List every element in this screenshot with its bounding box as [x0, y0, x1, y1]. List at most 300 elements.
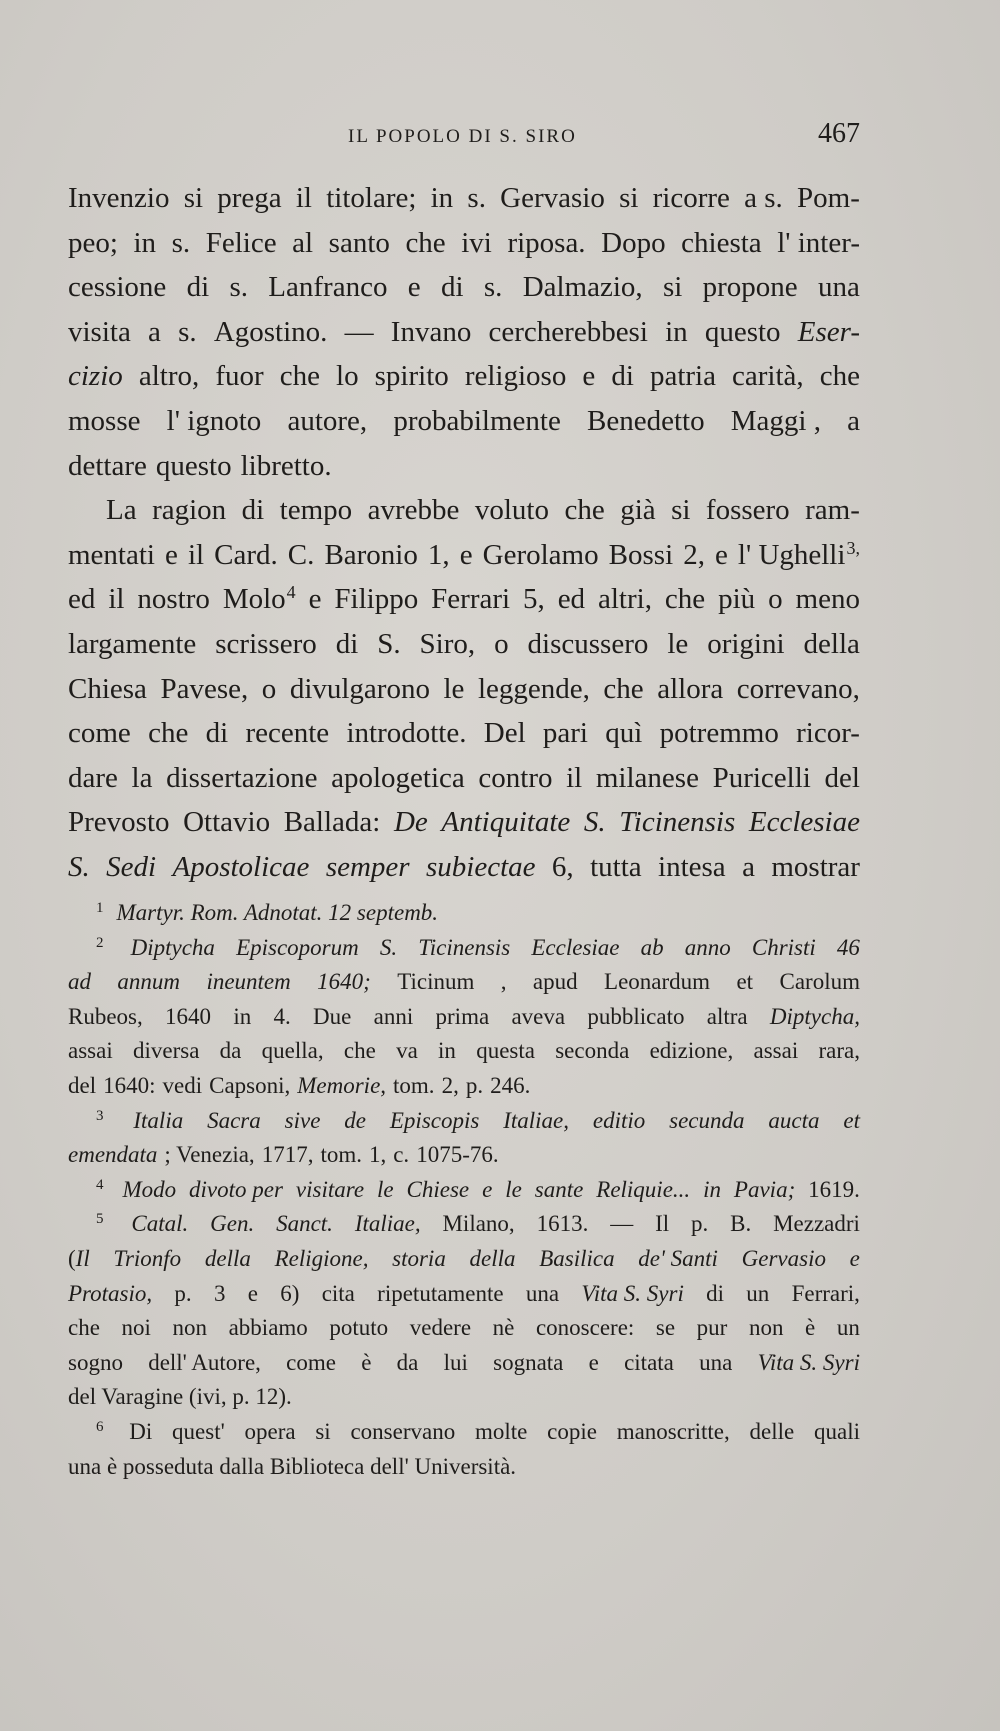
italic-word: 46 — [836, 934, 860, 960]
word: origini — [707, 627, 785, 660]
footnote-line — [68, 1000, 860, 1035]
text: una è posseduta dalla Biblioteca dell' Università. — [68, 1453, 517, 1479]
italic-word: Martyr. Rom. Adnotat. 12 septemb. — [116, 900, 439, 925]
footnote-line — [68, 1450, 860, 1485]
italic-word: Italiae, — [503, 1107, 569, 1133]
word: pubblicato — [587, 1003, 685, 1029]
footnote-line — [68, 1380, 860, 1415]
word: a — [847, 404, 860, 437]
footnote-line — [68, 1138, 860, 1173]
word: potuto — [329, 1315, 389, 1341]
footnote-2 — [68, 931, 860, 966]
word: in — [233, 1003, 252, 1029]
word: correvano, — [736, 672, 860, 705]
word: chiesta — [681, 226, 762, 259]
word: Il — [655, 1211, 670, 1237]
word-group — [68, 1242, 90, 1277]
footnote-1 — [68, 896, 860, 931]
word: di — [440, 271, 464, 304]
word: 2, — [441, 1072, 459, 1098]
footnote-5 — [68, 1207, 860, 1242]
word: carità, — [732, 360, 804, 393]
word: divulgarono — [289, 672, 430, 705]
italic-word: Sacra — [207, 1107, 261, 1133]
word: Ballada: — [283, 806, 381, 839]
word: s. — [178, 315, 197, 348]
word: una — [525, 1280, 560, 1306]
word: apud — [532, 969, 578, 995]
word: che — [68, 1315, 100, 1341]
word: da — [219, 1038, 242, 1064]
word: mostrar — [771, 850, 860, 883]
word: il — [108, 583, 125, 616]
italic-word: Gervasio — [741, 1245, 826, 1271]
italic-word: De — [393, 806, 428, 839]
word: e — [308, 583, 322, 616]
word: le — [667, 627, 689, 660]
italic-word: Diptycha — [130, 934, 215, 960]
footnote-line — [68, 1242, 860, 1277]
italic-word: 1640; — [317, 969, 371, 995]
word: di — [205, 717, 229, 750]
footnote-line — [68, 1277, 860, 1312]
word: a — [148, 315, 161, 348]
word: Lanfranco — [268, 271, 388, 304]
word: Invenzio — [68, 182, 170, 214]
word: diversa — [132, 1038, 200, 1064]
word: probabilmente — [393, 404, 561, 437]
word: è — [805, 1315, 816, 1341]
footnote-6 — [68, 1415, 860, 1450]
text: del Varagine (ivi, p. 12). — [68, 1384, 292, 1410]
word: 4. — [273, 1003, 291, 1029]
word: quì — [605, 717, 643, 750]
italic-word: Religione, — [274, 1245, 369, 1271]
word: ripetutamente — [377, 1280, 504, 1306]
word: Prevosto — [68, 806, 170, 839]
word: prima — [435, 1003, 490, 1029]
word: un — [836, 1315, 860, 1341]
word: Milano, — [442, 1211, 515, 1237]
word: dare — [68, 761, 118, 794]
word: 246. — [490, 1072, 531, 1098]
word: 1, — [427, 538, 450, 571]
word: 6, — [551, 850, 574, 883]
italic-word: Christi — [751, 934, 816, 960]
italic-word: de' Santi — [638, 1245, 718, 1271]
word: aveva — [511, 1003, 566, 1029]
word: Molo — [222, 583, 286, 616]
word: , — [500, 969, 507, 995]
word: e — [714, 538, 728, 571]
text-line — [68, 756, 860, 801]
footnote-line — [68, 1034, 860, 1069]
word: e — [459, 538, 473, 571]
word: mentati — [68, 538, 155, 571]
word: titolare; — [326, 182, 417, 214]
word: o — [494, 627, 509, 660]
footnote-number: 3 — [96, 1107, 104, 1124]
text-line — [68, 800, 860, 845]
word: Pavese, — [160, 672, 249, 705]
word: leggende, — [477, 672, 590, 705]
word: 1, — [368, 1142, 387, 1168]
word: 6) — [280, 1280, 300, 1306]
word: p. — [465, 1072, 484, 1098]
note-ref: 4 — [286, 582, 296, 603]
word: opera — [244, 1418, 296, 1444]
word: in — [665, 315, 688, 348]
page-number: 467 — [818, 118, 860, 149]
italic-word: Modo — [122, 1176, 177, 1202]
word: Del — [483, 717, 526, 750]
italic-word: Vita S. Syri — [757, 1349, 860, 1375]
italic-word: S. — [583, 806, 606, 839]
word: seconda — [555, 1038, 630, 1064]
word: avrebbe — [367, 494, 460, 527]
word: altro, — [138, 360, 200, 393]
word: ( — [68, 1245, 76, 1271]
word: s. — [483, 271, 503, 304]
word: meno — [795, 583, 860, 616]
word: pur — [696, 1315, 728, 1341]
italic-word: Ticinensis — [619, 806, 736, 839]
word: — — [610, 1211, 634, 1237]
word: conservano — [350, 1418, 456, 1444]
word: patria — [649, 360, 716, 393]
word: Carolum — [779, 969, 860, 995]
word: che — [148, 717, 189, 750]
word: libretto. — [240, 449, 332, 482]
italic-word: subiectae — [426, 850, 536, 883]
text-line — [68, 176, 860, 221]
word: spirito — [374, 360, 449, 393]
word: fuor — [215, 360, 264, 393]
italic-word: ineuntem — [206, 969, 291, 995]
word: che — [343, 1038, 376, 1064]
word: del — [824, 761, 860, 794]
word: propone — [702, 271, 798, 304]
word: voluto — [474, 494, 549, 527]
word: Ferrari — [431, 583, 511, 616]
italic-word: le — [376, 1176, 394, 1202]
italic-word: editio — [592, 1107, 646, 1133]
word: di — [241, 494, 265, 527]
word: sognata — [493, 1349, 564, 1375]
word: vedere — [409, 1315, 472, 1341]
word: ricorre — [652, 182, 730, 214]
word: e — [247, 1280, 258, 1306]
word: Rubeos, — [68, 1003, 143, 1029]
word: si — [619, 182, 639, 214]
italic-word: et — [843, 1107, 860, 1133]
italic-word: divoto per — [189, 1176, 283, 1202]
word: di — [335, 627, 359, 660]
footnote-number: 4 — [96, 1176, 104, 1193]
word: in — [430, 182, 454, 214]
word: copie — [547, 1418, 597, 1444]
italic-word: cizio — [68, 360, 123, 393]
word-with-note — [738, 533, 860, 581]
italic-word: Antiquitate — [441, 806, 571, 839]
word: 2, — [683, 538, 705, 571]
word: intesa — [658, 850, 726, 883]
word: Chiesa — [68, 672, 147, 705]
word: che — [279, 360, 320, 393]
word: al — [292, 226, 314, 259]
word: s. — [467, 182, 486, 214]
word: ram- — [805, 494, 860, 527]
italic-word: de — [344, 1107, 366, 1133]
word: 1640 — [165, 1003, 212, 1029]
word: Gerolamo — [482, 538, 599, 571]
word: potremmo — [659, 717, 779, 750]
word: questa — [476, 1038, 535, 1064]
word: 3 — [213, 1280, 226, 1306]
word: tempo — [279, 494, 353, 527]
word: il — [295, 182, 312, 214]
word: si — [315, 1418, 331, 1444]
word: cita — [321, 1280, 355, 1306]
italic-word: della — [469, 1245, 516, 1271]
word: o — [261, 672, 277, 705]
word: rara, — [818, 1038, 860, 1064]
word: a s. — [744, 182, 783, 214]
word: nostro — [137, 583, 210, 616]
word: Siro, — [419, 627, 476, 660]
word: cercherebbesi — [488, 315, 648, 348]
italic-word: S. — [68, 850, 90, 883]
word: riposa. — [507, 226, 586, 259]
word: l' ignoto — [166, 404, 262, 437]
word: Ferrari, — [791, 1280, 860, 1306]
word: Bossi — [608, 538, 674, 571]
text-line — [68, 622, 860, 667]
italic-word: Italia — [133, 1107, 184, 1133]
word: questo — [704, 315, 781, 348]
italic-word: emendata — [68, 1142, 158, 1168]
italic-word: in — [703, 1176, 721, 1202]
italic-word: Eser- — [797, 315, 860, 348]
word: molte — [474, 1418, 528, 1444]
word: 1717, — [261, 1142, 314, 1168]
word: ricor- — [796, 717, 860, 750]
italic-word: semper — [325, 850, 410, 883]
word: S. — [377, 627, 401, 660]
word: assai — [753, 1038, 799, 1064]
italic-word: Memorie, — [297, 1072, 387, 1098]
italic-word: Pavia; — [733, 1176, 796, 1202]
word: B. — [730, 1211, 752, 1237]
word: e — [582, 360, 596, 393]
word: 5, — [523, 583, 545, 616]
word: Leonardum — [604, 969, 711, 995]
running-title: IL POPOLO DI S. SIRO — [348, 126, 577, 147]
italic-word: Sanct. — [276, 1211, 333, 1237]
italic-word: Sedi — [106, 850, 157, 883]
word: una — [699, 1349, 733, 1375]
text-line — [68, 577, 860, 622]
word: di — [706, 1280, 724, 1306]
word: già — [620, 494, 656, 527]
word: non — [172, 1315, 207, 1341]
word: altri, — [598, 583, 652, 616]
word: Card. — [214, 538, 278, 571]
italic-word: S. — [379, 934, 398, 960]
italic-word: Ticinensis — [418, 934, 511, 960]
word: un — [746, 1280, 770, 1306]
footnote-4 — [68, 1173, 860, 1208]
word: se — [655, 1315, 676, 1341]
word: l' inter- — [777, 226, 860, 259]
italic-word: ab — [640, 934, 664, 960]
word: cessione — [68, 271, 167, 304]
text-line — [68, 221, 860, 266]
word: religioso — [464, 360, 567, 393]
word: introdotte. — [346, 717, 467, 750]
word: autore, — [287, 404, 368, 437]
italic-word: visitare — [295, 1176, 365, 1202]
word: e — [588, 1349, 599, 1375]
italic-word: Basilica — [539, 1245, 615, 1271]
word: conoscere: — [535, 1315, 635, 1341]
word: di — [186, 271, 210, 304]
word: si — [671, 494, 691, 527]
word: e — [407, 271, 421, 304]
word: questo — [155, 449, 232, 482]
word: La — [106, 494, 137, 527]
word: 1640: — [103, 1072, 156, 1098]
text-line — [68, 354, 860, 399]
word: della — [803, 627, 860, 660]
italic-word: Vita S. Syri — [581, 1280, 684, 1306]
italic-word: le — [505, 1176, 522, 1202]
word: ed — [557, 583, 586, 616]
italic-word: sive — [284, 1107, 321, 1133]
word: Puricelli — [712, 761, 811, 794]
word: prega — [217, 182, 282, 214]
footnote-line — [68, 1346, 860, 1381]
word: in — [133, 226, 157, 259]
word: p. — [174, 1280, 192, 1306]
italic-word: secunda — [669, 1107, 745, 1133]
word: apologetica — [331, 761, 465, 794]
italic-word: Episcopis — [389, 1107, 480, 1133]
italic-word: e — [482, 1176, 493, 1202]
footnote-number: 2 — [96, 934, 104, 951]
word: tom. — [320, 1142, 362, 1168]
italic-word: Gen. — [210, 1211, 255, 1237]
word: è — [361, 1349, 372, 1375]
italic-word: Episcoporum — [236, 934, 359, 960]
italic-word: storia — [392, 1245, 446, 1271]
word: va — [396, 1038, 418, 1064]
word: e — [165, 538, 178, 571]
word: il — [566, 761, 583, 794]
word: scrissero — [215, 627, 317, 660]
italic-word: Protasio, — [68, 1280, 153, 1306]
word: l' Ughelli — [737, 538, 846, 571]
word: peo; — [68, 226, 118, 259]
word: del — [68, 1072, 97, 1098]
word: fossero — [705, 494, 790, 527]
word: Pom- — [797, 182, 860, 214]
italic-word: Il — [75, 1245, 90, 1271]
word: che — [564, 494, 605, 527]
word: come — [68, 717, 131, 750]
word: Invano — [390, 315, 472, 348]
text-line — [68, 667, 860, 712]
note-ref: 3, — [846, 537, 860, 558]
word: 1613. — [536, 1211, 589, 1237]
word: a — [742, 850, 755, 883]
footnotes — [68, 896, 860, 1484]
word: manoscritte, — [616, 1418, 730, 1444]
word: s. — [229, 271, 248, 304]
word: — — [344, 315, 374, 348]
italic-word: e — [849, 1245, 860, 1271]
word: allora — [657, 672, 724, 705]
word: Agostino. — [213, 315, 328, 348]
word: edizione, — [649, 1038, 734, 1064]
footnote-number: 1 — [96, 900, 104, 916]
word: Ticinum — [397, 969, 475, 995]
word: p. — [691, 1211, 709, 1237]
word: dell' Autore, — [148, 1349, 261, 1375]
text-line — [68, 399, 860, 444]
word: recente — [245, 717, 330, 750]
word: Felice — [205, 226, 277, 259]
italic-word: Reliquie... — [596, 1176, 691, 1202]
word: la — [131, 761, 153, 794]
word: c. — [393, 1142, 410, 1168]
word: ivi — [461, 226, 492, 259]
word: visita — [68, 315, 131, 348]
word: noi — [121, 1315, 151, 1341]
word: milanese — [595, 761, 699, 794]
word: quali — [813, 1418, 860, 1444]
word: lo — [336, 360, 359, 393]
word: Gervasio — [500, 182, 605, 214]
footnote-number: 6 — [96, 1418, 104, 1435]
text-line — [68, 533, 860, 578]
word: ragion — [152, 494, 227, 527]
word: pari — [542, 717, 588, 750]
word: santo — [328, 226, 390, 259]
word: 1619. — [808, 1176, 860, 1202]
italic-word: Catal. — [131, 1211, 189, 1237]
word: assai — [68, 1038, 113, 1064]
word: da — [396, 1349, 419, 1375]
word: mosse — [68, 404, 141, 437]
word: dissertazione — [166, 761, 318, 794]
word: sogno — [68, 1349, 123, 1375]
italic-word: Ecclesiae — [748, 806, 860, 839]
word: ; Venezia, — [164, 1142, 255, 1168]
text-line — [68, 711, 860, 756]
word: vedi — [162, 1072, 203, 1098]
word: tutta — [590, 850, 642, 883]
footnote-line — [68, 1069, 860, 1104]
word-with-note — [223, 577, 296, 625]
text-line — [68, 310, 860, 355]
word: Dopo — [601, 226, 666, 259]
word: Benedetto — [587, 404, 705, 437]
word: et — [736, 969, 754, 995]
word: Mezzadri — [773, 1211, 860, 1237]
word: altra — [706, 1003, 748, 1029]
word: C. — [287, 538, 315, 571]
